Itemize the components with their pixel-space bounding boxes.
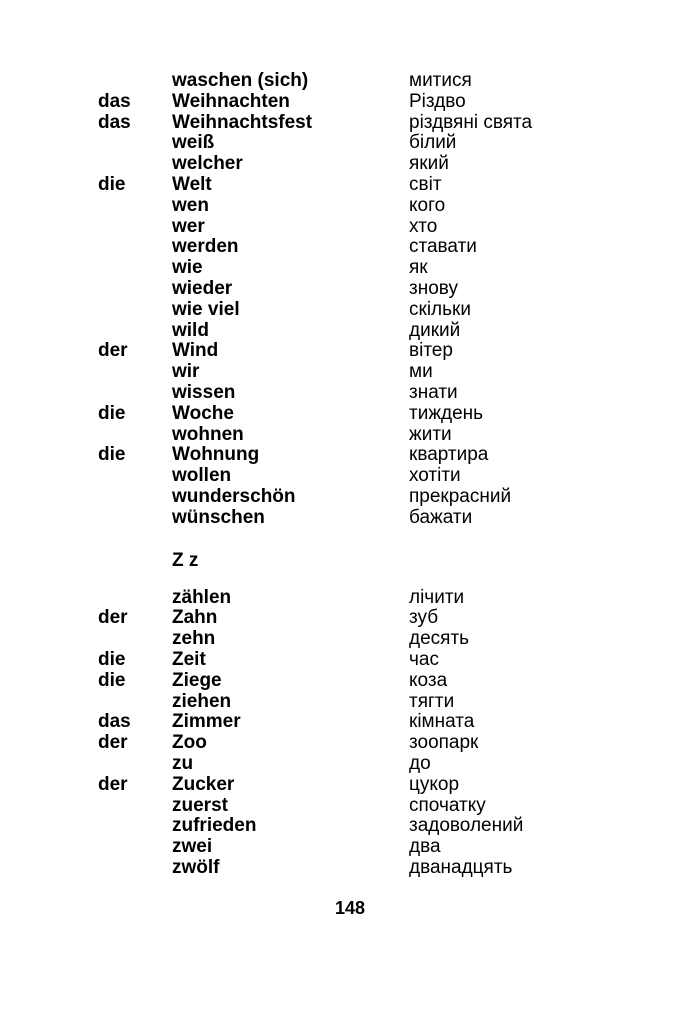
entry-article: die <box>98 669 126 691</box>
entry-article: die <box>98 402 126 424</box>
entry-translation: світ <box>409 173 442 195</box>
entry-row <box>0 508 700 529</box>
entry-translation: десять <box>409 628 470 650</box>
entry-translation: який <box>409 153 449 175</box>
entry-row <box>0 487 700 508</box>
entry-translation: дикий <box>409 319 461 341</box>
entry-word: ziehen <box>172 690 232 712</box>
entry-article: der <box>98 607 128 629</box>
entry-word: wieder <box>172 277 233 299</box>
entry-word: zwei <box>172 836 213 858</box>
entries-w <box>0 71 700 529</box>
entry-translation: кімната <box>409 711 475 733</box>
entry-row <box>0 175 700 196</box>
entry-word: weiß <box>172 132 215 154</box>
entry-row <box>0 237 700 258</box>
entry-translation: ми <box>409 361 433 383</box>
entry-row <box>0 466 700 487</box>
entry-translation: різдвяні свята <box>409 111 533 133</box>
entry-article: die <box>98 648 126 670</box>
entry-row <box>0 425 700 446</box>
entry-word: Wohnung <box>172 444 260 466</box>
entry-word: werden <box>172 236 239 258</box>
entry-word: Woche <box>172 402 234 424</box>
entry-row <box>0 258 700 279</box>
entry-row <box>0 608 700 629</box>
entry-translation: кого <box>409 194 446 216</box>
section-heading: Z z <box>172 549 199 571</box>
entry-row <box>0 113 700 134</box>
entry-article: der <box>98 340 128 362</box>
entry-article: die <box>98 173 126 195</box>
entry-row <box>0 796 700 817</box>
entry-word: waschen (sich) <box>172 70 309 91</box>
entry-translation: час <box>409 648 439 670</box>
entry-word: wohnen <box>172 423 244 445</box>
entry-row <box>0 837 700 858</box>
entry-row <box>0 671 700 692</box>
entry-translation: хто <box>409 215 438 237</box>
entry-translation: як <box>409 257 428 279</box>
entry-word: zuerst <box>172 794 228 816</box>
entry-row <box>0 217 700 238</box>
entry-word: Wind <box>172 340 219 362</box>
entry-word: wir <box>172 361 200 383</box>
entry-translation: зоопарк <box>409 732 479 754</box>
entry-word: Ziege <box>172 669 222 691</box>
entry-translation: хотіти <box>409 465 461 487</box>
entry-row <box>0 775 700 796</box>
entry-word: wild <box>172 319 209 341</box>
entry-translation: вітер <box>409 340 453 362</box>
entry-row <box>0 154 700 175</box>
entry-word: wissen <box>172 381 236 403</box>
entry-translation: тиждень <box>409 402 484 424</box>
entry-word: wer <box>172 215 205 237</box>
entry-word: zwölf <box>172 856 220 878</box>
entry-word: Zeit <box>172 648 206 670</box>
entry-row <box>0 404 700 425</box>
entry-article: das <box>98 711 131 733</box>
entry-row <box>0 816 700 837</box>
entry-row <box>0 300 700 321</box>
entry-word: Zahn <box>172 607 218 629</box>
entry-translation: ставати <box>409 236 477 258</box>
entry-row <box>0 133 700 154</box>
entry-row <box>0 196 700 217</box>
entry-word: zufrieden <box>172 815 257 837</box>
entry-word: Zoo <box>172 732 207 754</box>
entry-article: der <box>98 732 128 754</box>
entry-word: wen <box>172 194 209 216</box>
entry-article: das <box>98 90 131 112</box>
entry-word: Zucker <box>172 773 235 795</box>
entries-z <box>0 588 700 879</box>
entry-translation: лічити <box>409 586 465 608</box>
entry-row <box>0 341 700 362</box>
entry-word: Zimmer <box>172 711 241 733</box>
vocabulary-list <box>0 71 700 879</box>
entry-word: welcher <box>172 153 243 175</box>
entry-translation: цукор <box>409 773 460 795</box>
entry-translation: митися <box>409 70 472 91</box>
entry-word: zählen <box>172 586 232 608</box>
entry-article: die <box>98 444 126 466</box>
entry-article: das <box>98 111 131 133</box>
entry-row <box>0 383 700 404</box>
entry-row <box>0 321 700 342</box>
entry-word: wie viel <box>172 298 240 320</box>
entry-translation: до <box>409 752 431 774</box>
entry-row <box>0 692 700 713</box>
entry-translation: коза <box>409 669 448 691</box>
entry-row <box>0 588 700 609</box>
entry-word: wie <box>172 257 203 279</box>
entry-translation: білий <box>409 132 457 154</box>
entry-word: wunderschön <box>172 485 296 507</box>
entry-row <box>0 629 700 650</box>
entry-row <box>0 712 700 733</box>
entry-row <box>0 279 700 300</box>
entry-translation: прекрасний <box>409 485 512 507</box>
entry-translation: тягти <box>409 690 455 712</box>
entry-row <box>0 733 700 754</box>
entry-row <box>0 71 700 92</box>
entry-translation: жити <box>409 423 452 445</box>
entry-translation: спочатку <box>409 794 486 816</box>
entry-row <box>0 650 700 671</box>
entry-translation: бажати <box>409 506 473 528</box>
entry-word: Welt <box>172 173 212 195</box>
entry-word: Weihnachtsfest <box>172 111 313 133</box>
entry-translation: знати <box>409 381 458 403</box>
section-z <box>0 549 700 585</box>
entry-row <box>0 754 700 775</box>
entry-row <box>0 445 700 466</box>
entry-row <box>0 858 700 879</box>
entry-word: zehn <box>172 628 216 650</box>
entry-translation: зуб <box>409 607 439 629</box>
entry-translation: скільки <box>409 298 471 320</box>
entry-translation: два <box>409 836 441 858</box>
entry-translation: квартира <box>409 444 489 466</box>
entry-word: Weihnachten <box>172 90 290 112</box>
entry-translation: знову <box>409 277 458 299</box>
entry-word: zu <box>172 752 194 774</box>
page-number: 148 <box>334 898 366 918</box>
entry-translation: дванадцять <box>409 856 513 878</box>
entry-row <box>0 362 700 383</box>
entry-article: der <box>98 773 128 795</box>
entry-translation: задоволений <box>409 815 524 837</box>
entry-translation: Різдво <box>409 90 466 112</box>
entry-row <box>0 92 700 113</box>
entry-word: wünschen <box>172 506 265 528</box>
entry-word: wollen <box>172 465 232 487</box>
